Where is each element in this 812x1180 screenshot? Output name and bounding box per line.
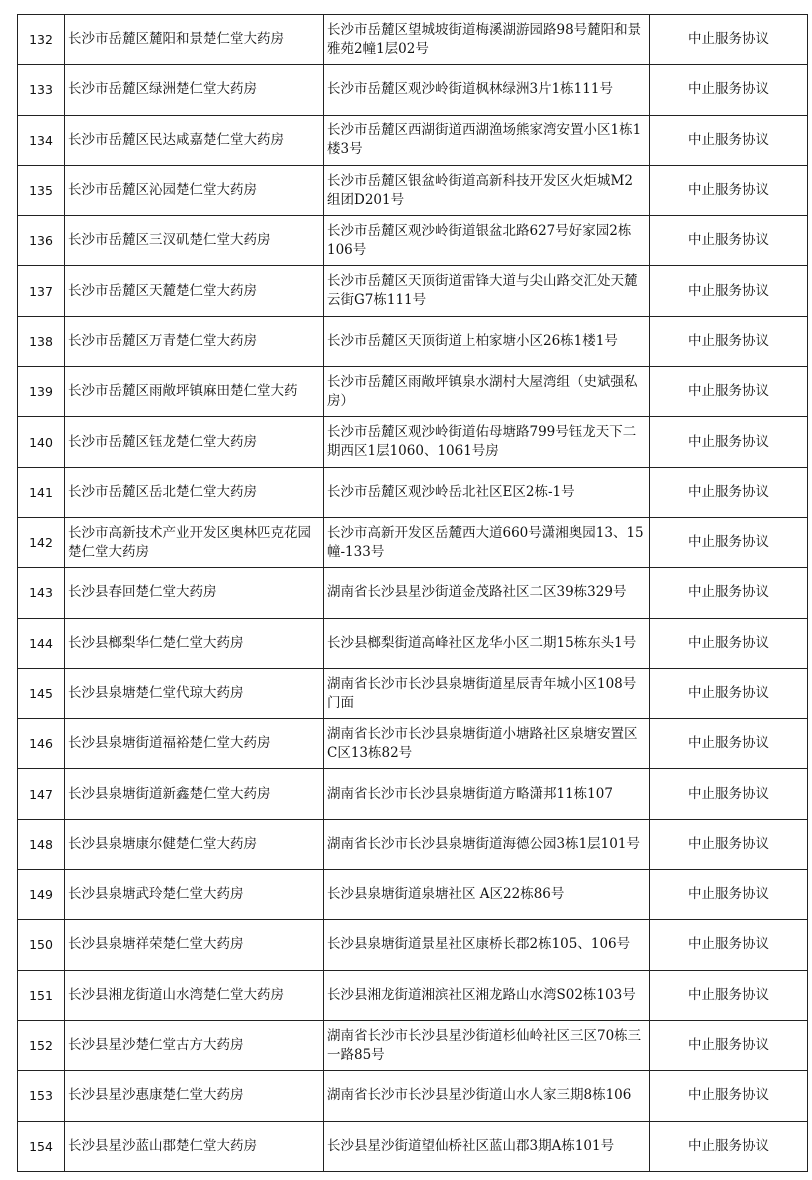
- status-cell: 中止服务协议: [650, 115, 808, 165]
- address-cell: 长沙市岳麓区观沙岭岳北社区E区2栋-1号: [324, 467, 650, 517]
- pharmacy-name-cell: 长沙县湘龙街道山水湾楚仁堂大药房: [65, 970, 324, 1020]
- row-number-cell: 143: [18, 568, 65, 618]
- row-number-cell: 140: [18, 417, 65, 467]
- row-number-cell: 148: [18, 819, 65, 869]
- table-row: [18, 819, 808, 869]
- address-cell: 湖南省长沙市长沙县泉塘街道方略潇邦11栋107: [324, 769, 650, 819]
- address-cell: 长沙市岳麓区望城坡街道梅溪湖游园路98号麓阳和景雅苑2幢1层02号: [324, 15, 650, 65]
- row-number-cell: 135: [18, 165, 65, 215]
- status-cell: 中止服务协议: [650, 769, 808, 819]
- address-cell: 长沙市岳麓区观沙岭街道枫林绿洲3片1栋111号: [324, 65, 650, 115]
- status-cell: 中止服务协议: [650, 517, 808, 567]
- address-cell: 长沙市岳麓区天顶街道上柏家塘小区26栋1楼1号: [324, 316, 650, 366]
- status-cell: 中止服务协议: [650, 870, 808, 920]
- table-row: [18, 668, 808, 718]
- address-cell: 长沙市岳麓区天顶街道雷锋大道与尖山路交汇处天麓云街G7栋111号: [324, 266, 650, 316]
- row-number-cell: 145: [18, 668, 65, 718]
- table-row: [18, 165, 808, 215]
- row-number-cell: 152: [18, 1020, 65, 1070]
- row-number-cell: 153: [18, 1071, 65, 1121]
- status-cell: 中止服务协议: [650, 568, 808, 618]
- address-cell: 湖南省长沙市长沙县泉塘街道小塘路社区泉塘安置区C区13栋82号: [324, 719, 650, 769]
- row-number-cell: 134: [18, 115, 65, 165]
- table-row: [18, 467, 808, 517]
- row-number-cell: 151: [18, 970, 65, 1020]
- status-cell: 中止服务协议: [650, 417, 808, 467]
- status-cell: 中止服务协议: [650, 216, 808, 266]
- status-cell: 中止服务协议: [650, 165, 808, 215]
- status-cell: 中止服务协议: [650, 65, 808, 115]
- pharmacy-name-cell: 长沙县泉塘康尔健楚仁堂大药房: [65, 819, 324, 869]
- pharmacy-name-cell: 长沙县泉塘武玲楚仁堂大药房: [65, 870, 324, 920]
- status-cell: 中止服务协议: [650, 15, 808, 65]
- pharmacy-name-cell: 长沙市岳麓区岳北楚仁堂大药房: [65, 467, 324, 517]
- row-number-cell: 142: [18, 517, 65, 567]
- address-cell: 长沙市岳麓区银盆岭街道高新科技开发区火炬城M2组团D201号: [324, 165, 650, 215]
- address-cell: 湖南省长沙市长沙县星沙街道杉仙岭社区三区70栋三一路85号: [324, 1020, 650, 1070]
- status-cell: 中止服务协议: [650, 367, 808, 417]
- pharmacy-name-cell: 长沙市岳麓区雨敞坪镇麻田楚仁堂大药: [65, 367, 324, 417]
- address-cell: 长沙县榔梨街道高峰社区龙华小区二期15栋东头1号: [324, 618, 650, 668]
- pharmacy-name-cell: 长沙市岳麓区钰龙楚仁堂大药房: [65, 417, 324, 467]
- row-number-cell: 132: [18, 15, 65, 65]
- address-cell: 长沙县湘龙街道湘滨社区湘龙路山水湾S02栋103号: [324, 970, 650, 1020]
- status-cell: 中止服务协议: [650, 1020, 808, 1070]
- address-cell: 长沙县泉塘街道景星社区康桥长郡2栋105、106号: [324, 920, 650, 970]
- address-cell: 长沙县泉塘街道泉塘社区 A区22栋86号: [324, 870, 650, 920]
- table-row: [18, 719, 808, 769]
- address-cell: 长沙市岳麓区观沙岭街道佑母塘路799号钰龙天下二期西区1层1060、1061号房: [324, 417, 650, 467]
- pharmacy-name-cell: 长沙县星沙惠康楚仁堂大药房: [65, 1071, 324, 1121]
- pharmacy-name-cell: 长沙市岳麓区天麓楚仁堂大药房: [65, 266, 324, 316]
- address-cell: 长沙市岳麓区西湖街道西湖渔场熊家湾安置小区1栋1楼3号: [324, 115, 650, 165]
- pharmacy-list-table: [17, 14, 808, 1172]
- pharmacy-name-cell: 长沙县星沙楚仁堂古方大药房: [65, 1020, 324, 1070]
- table-row: [18, 216, 808, 266]
- table-row: [18, 1020, 808, 1070]
- pharmacy-name-cell: 长沙市岳麓区沁园楚仁堂大药房: [65, 165, 324, 215]
- table-body: [18, 15, 808, 1172]
- status-cell: 中止服务协议: [650, 316, 808, 366]
- status-cell: 中止服务协议: [650, 1121, 808, 1171]
- row-number-cell: 147: [18, 769, 65, 819]
- table-row: [18, 65, 808, 115]
- row-number-cell: 136: [18, 216, 65, 266]
- status-cell: 中止服务协议: [650, 970, 808, 1020]
- table-row: [18, 970, 808, 1020]
- table-row: [18, 266, 808, 316]
- pharmacy-name-cell: 长沙县泉塘街道福裕楚仁堂大药房: [65, 719, 324, 769]
- table-row: [18, 870, 808, 920]
- pharmacy-name-cell: 长沙县泉塘街道新鑫楚仁堂大药房: [65, 769, 324, 819]
- address-cell: 长沙市岳麓区雨敞坪镇泉水湖村大屋湾组（史斌强私房）: [324, 367, 650, 417]
- pharmacy-name-cell: 长沙县春回楚仁堂大药房: [65, 568, 324, 618]
- row-number-cell: 138: [18, 316, 65, 366]
- row-number-cell: 141: [18, 467, 65, 517]
- row-number-cell: 137: [18, 266, 65, 316]
- table-row: [18, 920, 808, 970]
- table-row: [18, 1071, 808, 1121]
- status-cell: 中止服务协议: [650, 819, 808, 869]
- pharmacy-name-cell: 长沙县泉塘祥荣楚仁堂大药房: [65, 920, 324, 970]
- row-number-cell: 149: [18, 870, 65, 920]
- table-row: [18, 316, 808, 366]
- table-row: [18, 367, 808, 417]
- table-row: [18, 618, 808, 668]
- table-row: [18, 15, 808, 65]
- table-row: [18, 115, 808, 165]
- pharmacy-name-cell: 长沙市高新技术产业开发区奥林匹克花园楚仁堂大药房: [65, 517, 324, 567]
- status-cell: 中止服务协议: [650, 467, 808, 517]
- address-cell: 湖南省长沙县星沙街道金茂路社区二区39栋329号: [324, 568, 650, 618]
- pharmacy-name-cell: 长沙县星沙蓝山郡楚仁堂大药房: [65, 1121, 324, 1171]
- row-number-cell: 133: [18, 65, 65, 115]
- pharmacy-name-cell: 长沙县榔梨华仁楚仁堂大药房: [65, 618, 324, 668]
- pharmacy-name-cell: 长沙市岳麓区万青楚仁堂大药房: [65, 316, 324, 366]
- pharmacy-name-cell: 长沙市岳麓区三汊矶楚仁堂大药房: [65, 216, 324, 266]
- status-cell: 中止服务协议: [650, 920, 808, 970]
- address-cell: 湖南省长沙市长沙县星沙街道山水人家三期8栋106: [324, 1071, 650, 1121]
- address-cell: 长沙县星沙街道望仙桥社区蓝山郡3期A栋101号: [324, 1121, 650, 1171]
- status-cell: 中止服务协议: [650, 266, 808, 316]
- address-cell: 长沙市高新开发区岳麓西大道660号潇湘奥园13、15幢-133号: [324, 517, 650, 567]
- status-cell: 中止服务协议: [650, 618, 808, 668]
- row-number-cell: 150: [18, 920, 65, 970]
- row-number-cell: 139: [18, 367, 65, 417]
- table-row: [18, 1121, 808, 1171]
- row-number-cell: 144: [18, 618, 65, 668]
- table-row: [18, 769, 808, 819]
- address-cell: 湖南省长沙市长沙县泉塘街道星辰青年城小区108号门面: [324, 668, 650, 718]
- table-row: [18, 417, 808, 467]
- pharmacy-name-cell: 长沙市岳麓区绿洲楚仁堂大药房: [65, 65, 324, 115]
- pharmacy-name-cell: 长沙市岳麓区麓阳和景楚仁堂大药房: [65, 15, 324, 65]
- pharmacy-name-cell: 长沙市岳麓区民达咸嘉楚仁堂大药房: [65, 115, 324, 165]
- address-cell: 湖南省长沙市长沙县泉塘街道海德公园3栋1层101号: [324, 819, 650, 869]
- status-cell: 中止服务协议: [650, 719, 808, 769]
- status-cell: 中止服务协议: [650, 668, 808, 718]
- pharmacy-name-cell: 长沙县泉塘楚仁堂代琼大药房: [65, 668, 324, 718]
- row-number-cell: 154: [18, 1121, 65, 1171]
- row-number-cell: 146: [18, 719, 65, 769]
- table-row: [18, 517, 808, 567]
- table-row: [18, 568, 808, 618]
- status-cell: 中止服务协议: [650, 1071, 808, 1121]
- address-cell: 长沙市岳麓区观沙岭街道银盆北路627号好家园2栋106号: [324, 216, 650, 266]
